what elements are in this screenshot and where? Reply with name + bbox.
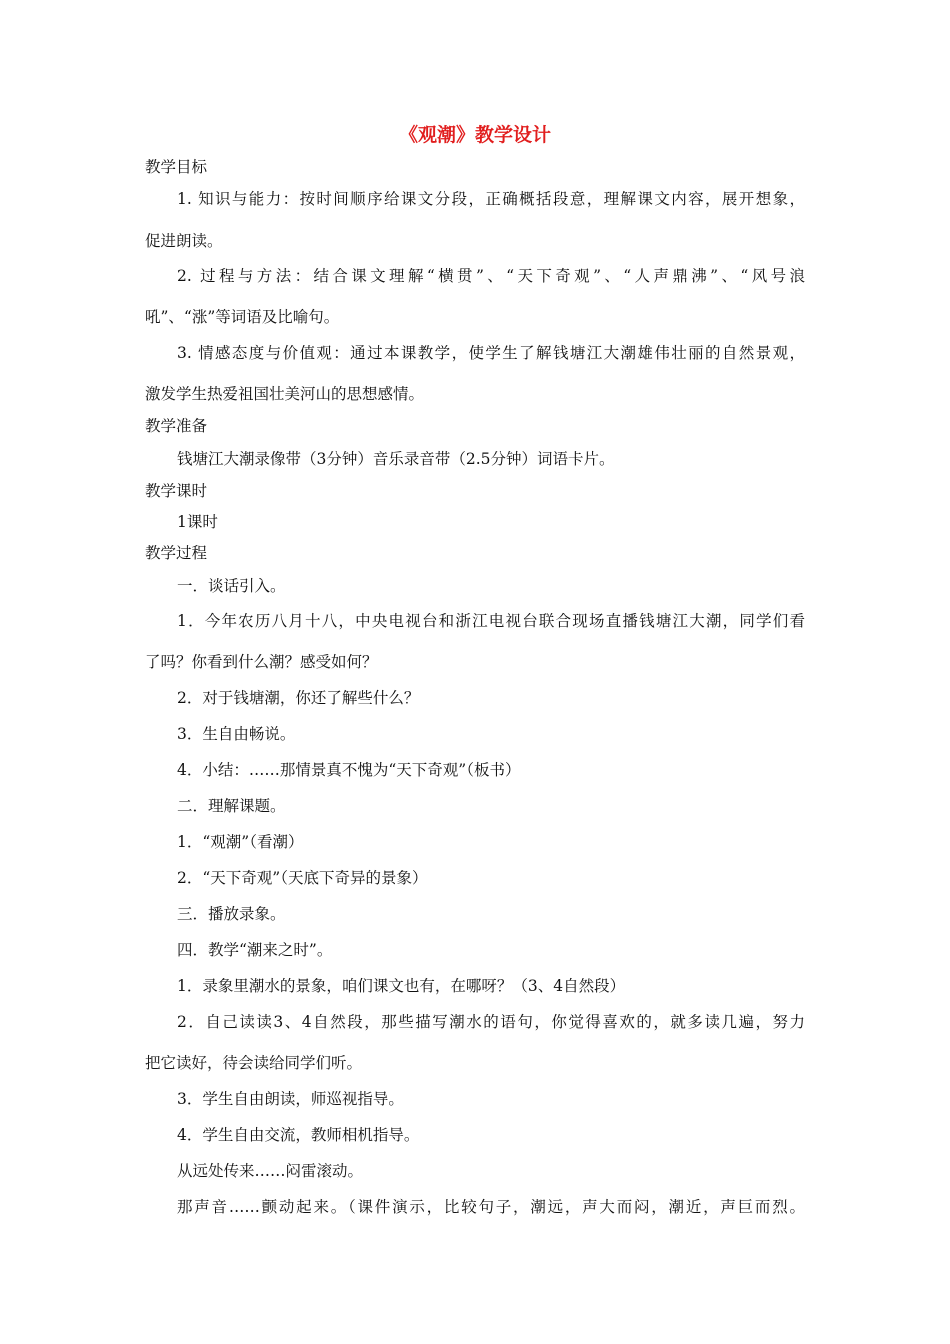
document-title: 《观潮》教学设计 [398, 124, 551, 146]
section-heading: 教学课时 [145, 482, 208, 500]
paragraph-line: 3．生自由畅说。 [177, 725, 296, 743]
paragraph-line: 1．今年农历八月十八，中央电视台和浙江电视台联合现场直播钱塘江大潮，同学们看 [177, 612, 805, 630]
paragraph-line: 3．学生自由朗读，师巡视指导。 [177, 1090, 404, 1108]
section-heading: 教学过程 [145, 544, 208, 562]
paragraph-line: 1．“观潮”（看潮） [177, 833, 304, 851]
paragraph-line: 2．自己读读3、4自然段，那些描写潮水的语句，你觉得喜欢的，就多读几遍，努力 [177, 1013, 805, 1031]
paragraph-line: 三．播放录象。 [177, 905, 286, 923]
paragraph-line: 2. 过程与方法：结合课文理解“横贯”、“天下奇观”、“人声鼎沸”、“风号浪 [177, 267, 805, 285]
paragraph-line: 那声音……颤动起来。（课件演示，比较句子，潮远，声大而闷，潮近，声巨而烈。 [177, 1198, 805, 1216]
paragraph-line: 吼”、“涨”等词语及比喻句。 [145, 308, 340, 326]
paragraph-line: 钱塘江大潮录像带（3分钟）音乐录音带（2.5分钟）词语卡片。 [177, 450, 615, 468]
paragraph-line: 1. 知识与能力：按时间顺序给课文分段，正确概括段意，理解课文内容，展开想象， [177, 190, 805, 208]
paragraph-line: 2．对于钱塘潮，你还了解些什么？ [177, 689, 420, 707]
paragraph-line: 4．学生自由交流，教师相机指导。 [177, 1126, 420, 1144]
paragraph-line: 3. 情感态度与价值观：通过本课教学，使学生了解钱塘江大潮雄伟壮丽的自然景观， [177, 344, 805, 362]
paragraph-line: 二．理解课题。 [177, 797, 286, 815]
section-heading: 教学目标 [145, 158, 208, 176]
section-heading: 教学准备 [145, 417, 208, 435]
paragraph-line: 2．“天下奇观”（天底下奇异的景象） [177, 869, 428, 887]
paragraph-line: 从远处传来……闷雷滚动。 [177, 1162, 364, 1180]
paragraph-line: 4．小结：……那情景真不愧为“天下奇观”（板书） [177, 761, 521, 779]
paragraph-line: 1课时 [177, 513, 218, 531]
paragraph-line: 四．教学“潮来之时”。 [177, 941, 333, 959]
paragraph-line: 促进朗读。 [145, 232, 223, 250]
paragraph-line: 把它读好，待会读给同学们听。 [145, 1054, 363, 1072]
paragraph-line: 一．谈话引入。 [177, 577, 286, 595]
paragraph-line: 了吗？你看到什么潮？感受如何？ [145, 653, 378, 671]
paragraph-line: 1．录象里潮水的景象，咱们课文也有，在哪呀？（3、4自然段） [177, 977, 626, 995]
paragraph-line: 激发学生热爱祖国壮美河山的思想感情。 [145, 385, 425, 403]
